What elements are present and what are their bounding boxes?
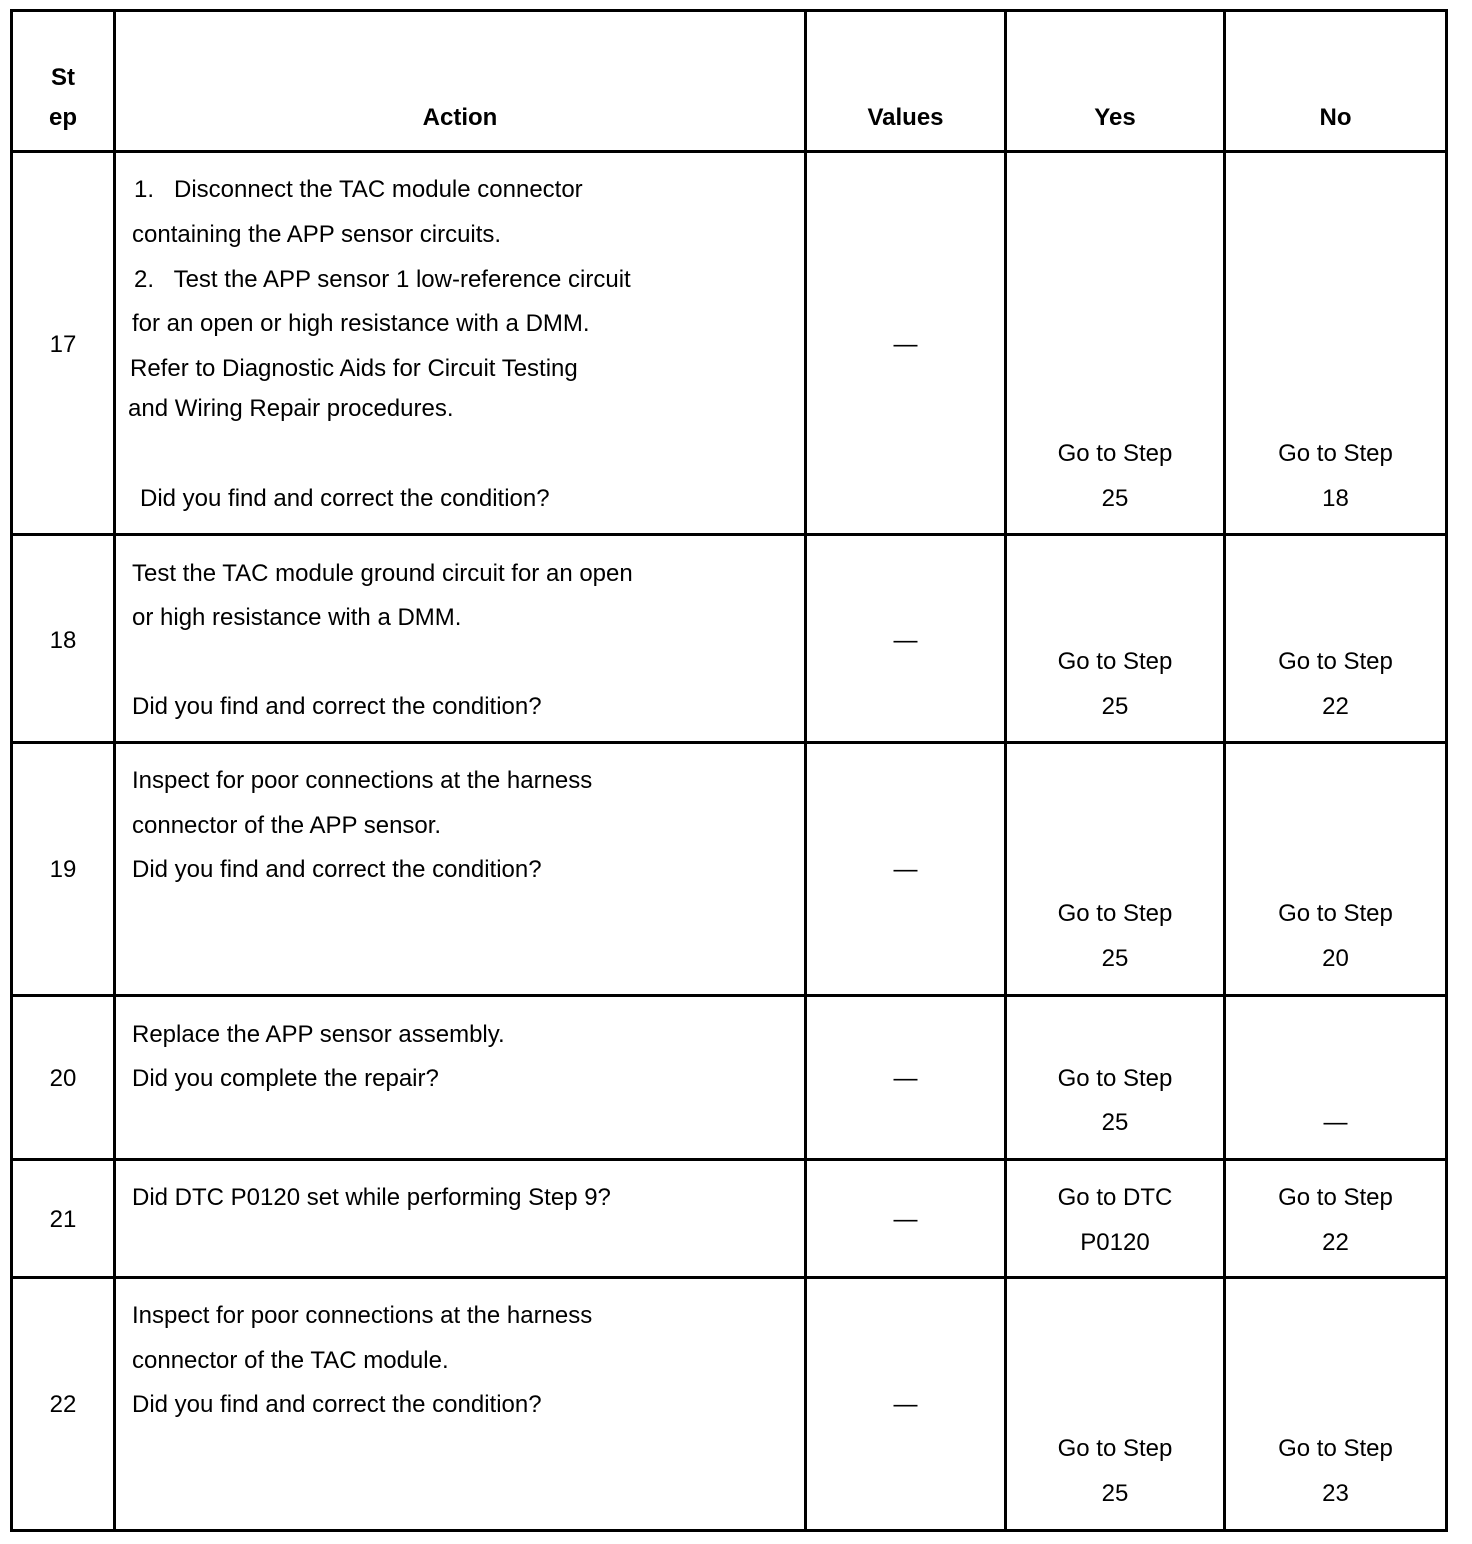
- action-line: connector of the APP sensor.: [132, 812, 442, 839]
- values-dash: —: [893, 856, 918, 883]
- step-number: 20: [49, 1065, 77, 1092]
- action-question: Did you find and correct the condition?: [140, 485, 550, 512]
- action-cell: [115, 1278, 806, 1531]
- yes-cell: [1006, 152, 1225, 535]
- header-action: Action: [115, 11, 806, 152]
- action-cell: [115, 743, 806, 996]
- step-cell: [12, 996, 115, 1160]
- values-cell: [806, 996, 1006, 1160]
- action-line: and Wiring Repair procedures.: [128, 395, 454, 422]
- step-number: 18: [49, 627, 77, 654]
- action-line: Test the TAC module ground circuit for an open: [132, 560, 633, 587]
- yes-text: Go to Step: [1057, 648, 1173, 675]
- action-question: Did you find and correct the condition?: [132, 1391, 542, 1418]
- action-line: Inspect for poor connections at the harness: [132, 767, 593, 794]
- yes-cell: [1006, 743, 1225, 996]
- yes-text: Go to Step: [1057, 900, 1173, 927]
- no-step: 22: [1322, 1229, 1349, 1256]
- header-row: [12, 11, 1447, 152]
- table-row: [12, 996, 1447, 1160]
- action-line: or high resistance with a DMM.: [132, 604, 462, 631]
- no-text: Go to Step: [1278, 1435, 1393, 1462]
- values-cell: [806, 1160, 1006, 1278]
- action-cell: [115, 1160, 806, 1278]
- no-cell: [1225, 1278, 1447, 1531]
- diagnostic-table: [10, 9, 1448, 1532]
- action-cell: [115, 535, 806, 743]
- step-number: 21: [49, 1206, 77, 1233]
- values-cell: [806, 743, 1006, 996]
- yes-text: Go to DTC: [1057, 1184, 1173, 1211]
- values-dash: —: [893, 627, 918, 654]
- action-question: Did you find and correct the condition?: [132, 693, 542, 720]
- no-cell: [1225, 1160, 1447, 1278]
- no-cell: [1225, 996, 1447, 1160]
- no-cell: [1225, 152, 1447, 535]
- no-cell: [1225, 743, 1447, 996]
- yes-step: 25: [1101, 945, 1129, 972]
- no-step: 23: [1322, 1480, 1349, 1507]
- yes-dtc: P0120: [1080, 1229, 1150, 1256]
- values-dash: —: [893, 1065, 918, 1092]
- action-line: connector of the TAC module.: [132, 1347, 449, 1374]
- yes-cell: [1006, 1278, 1225, 1531]
- values-cell: [806, 1278, 1006, 1531]
- yes-cell: [1006, 535, 1225, 743]
- yes-cell: [1006, 1160, 1225, 1278]
- step-cell: [12, 743, 115, 996]
- table-row: [12, 743, 1447, 996]
- table-row: [12, 152, 1447, 535]
- header-values: Values: [806, 11, 1006, 152]
- header-no: No: [1225, 11, 1447, 152]
- values-dash: —: [893, 1391, 918, 1418]
- table-row: [12, 535, 1447, 743]
- step-cell: [12, 1160, 115, 1278]
- no-cell: [1225, 535, 1447, 743]
- header-yes: Yes: [1006, 11, 1225, 152]
- yes-step: 25: [1101, 1480, 1129, 1507]
- yes-text: Go to Step: [1057, 1435, 1173, 1462]
- yes-step: 25: [1101, 693, 1129, 720]
- no-text: Go to Step: [1278, 440, 1393, 467]
- yes-step: 25: [1101, 485, 1129, 512]
- table-row: [12, 1278, 1447, 1531]
- action-line: Refer to Diagnostic Aids for Circuit Testing: [130, 355, 578, 382]
- action-line: for an open or high resistance with a DMM.: [132, 310, 590, 337]
- action-line: 2. Test the APP sensor 1 low-reference circuit: [134, 266, 631, 293]
- no-text: Go to Step: [1278, 900, 1393, 927]
- step-cell: [12, 535, 115, 743]
- action-line: Inspect for poor connections at the harness: [132, 1302, 593, 1329]
- action-question: Did DTC P0120 set while performing Step 9?: [132, 1184, 611, 1211]
- no-dash: —: [1323, 1109, 1348, 1136]
- action-line: Replace the APP sensor assembly.: [132, 1021, 505, 1048]
- header-step: St ep: [12, 11, 115, 152]
- action-cell: [115, 152, 806, 535]
- values-dash: —: [893, 1206, 918, 1233]
- no-step: 18: [1322, 485, 1349, 512]
- action-line: containing the APP sensor circuits.: [132, 221, 502, 248]
- no-text: Go to Step: [1278, 1184, 1393, 1211]
- step-cell: [12, 152, 115, 535]
- yes-text: Go to Step: [1057, 440, 1173, 467]
- table-row: [12, 1160, 1447, 1278]
- action-cell: [115, 996, 806, 1160]
- yes-step: 25: [1101, 1109, 1129, 1136]
- step-number: 17: [49, 331, 77, 358]
- step-number: 22: [49, 1391, 77, 1418]
- step-number: 19: [49, 856, 77, 883]
- yes-cell: [1006, 996, 1225, 1160]
- values-cell: [806, 535, 1006, 743]
- action-line: 1. Disconnect the TAC module connector: [134, 176, 583, 203]
- no-step: 20: [1322, 945, 1349, 972]
- step-cell: [12, 1278, 115, 1531]
- action-question: Did you find and correct the condition?: [132, 856, 542, 883]
- yes-text: Go to Step: [1057, 1065, 1173, 1092]
- values-cell: [806, 152, 1006, 535]
- no-step: 22: [1322, 693, 1349, 720]
- no-text: Go to Step: [1278, 648, 1393, 675]
- values-dash: —: [893, 331, 918, 358]
- action-question: Did you complete the repair?: [132, 1065, 439, 1092]
